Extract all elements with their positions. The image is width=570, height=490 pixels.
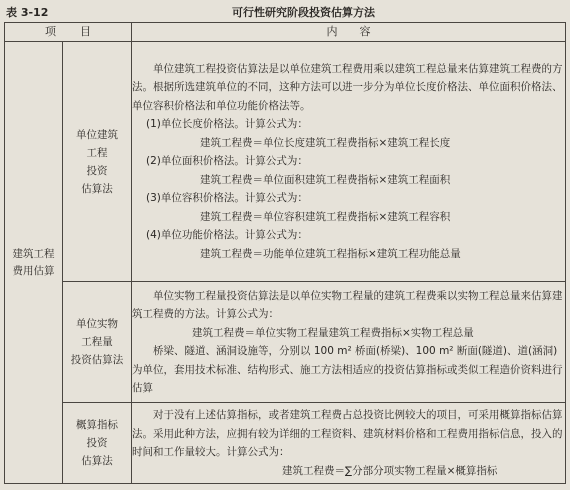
method-cell — [63, 403, 132, 484]
table-row — [5, 403, 566, 484]
method-formula: 建筑工程费＝单位长度建筑工程费指标×建筑工程长度 — [200, 136, 451, 149]
method-label: 概算指标 投资 估算法 — [76, 419, 118, 467]
method-item-label: (4)单位功能价格法。计算公式为： — [146, 229, 308, 242]
method-formula: 建筑工程费＝单位容积建筑工程费指标×建筑工程容积 — [200, 210, 451, 223]
method-cell — [63, 282, 132, 403]
table-caption — [4, 2, 564, 19]
table-row — [5, 282, 566, 403]
method-item-label: (1)单位长度价格法。计算公式为： — [146, 118, 308, 131]
method-label: 单位实物 工程量 投资估算法 — [70, 318, 124, 366]
method-intro: 对于没有上述估算指标，或者建筑工程费占总投资比例较大的项目，可采用概算指标估算法。采用此种方法，应拥有较为详细的工程资料、建筑材料价格和工程费用指标信息，投入的时间和工作量较大。计算公式为： — [132, 409, 563, 458]
method-formula: 建筑工程费＝∑分部分项实物工程量×概算指标 — [282, 464, 498, 477]
table-title: 可行性研究阶段投资估算方法 — [232, 6, 375, 19]
table-row — [5, 42, 566, 282]
method-cell — [63, 42, 132, 282]
category-cell — [5, 42, 63, 484]
category-label: 建筑工程 费用估算 — [12, 247, 55, 277]
method-intro: 单位实物工程量投资估算法是以单位实物工程量的建筑工程费乘以实物工程总量来估算建筑工程费的方法。计算公式为： — [132, 289, 563, 320]
header-item: 项 目 — [5, 23, 132, 42]
method-item-label: (2)单位面积价格法。计算公式为： — [146, 155, 308, 168]
method-note: 桥梁、隧道、涵洞设施等，分别以 100 m² 桥面(桥梁)、100 m² 断面(隧道)、道(涵洞)为单位，套用技术标准、结构形式、施工方法相适应的投资估算指标或类似工程造价资料进行估算 — [132, 345, 563, 394]
method-formula: 建筑工程费＝功能单位建筑工程指标×建筑工程功能总量 — [200, 247, 461, 260]
method-content — [132, 42, 566, 282]
method-item-label: (3)单位容积价格法。计算公式为： — [146, 192, 308, 205]
table-header-row — [5, 23, 566, 42]
method-formula: 建筑工程费＝单位实物工程量建筑工程费指标×实物工程总量 — [192, 326, 474, 339]
method-formula: 建筑工程费＝单位面积建筑工程费指标×建筑工程面积 — [200, 173, 451, 186]
table-number: 表 3-12 — [6, 6, 49, 19]
method-content — [132, 403, 566, 484]
estimation-methods-table — [4, 22, 566, 484]
method-label: 单位建筑 工程 投资 估算法 — [76, 128, 118, 195]
method-intro: 单位建筑工程投资估算法是以单位建筑工程费用乘以建筑工程总量来估算建筑工程费的方法。根据所选建筑单位的不同，这种方法可以进一步分为单位长度价格法、单位面积价格法、单位容积价格法和单位功能价格法等。 — [132, 62, 563, 112]
header-content: 内 容 — [132, 23, 566, 42]
method-content — [132, 282, 566, 403]
